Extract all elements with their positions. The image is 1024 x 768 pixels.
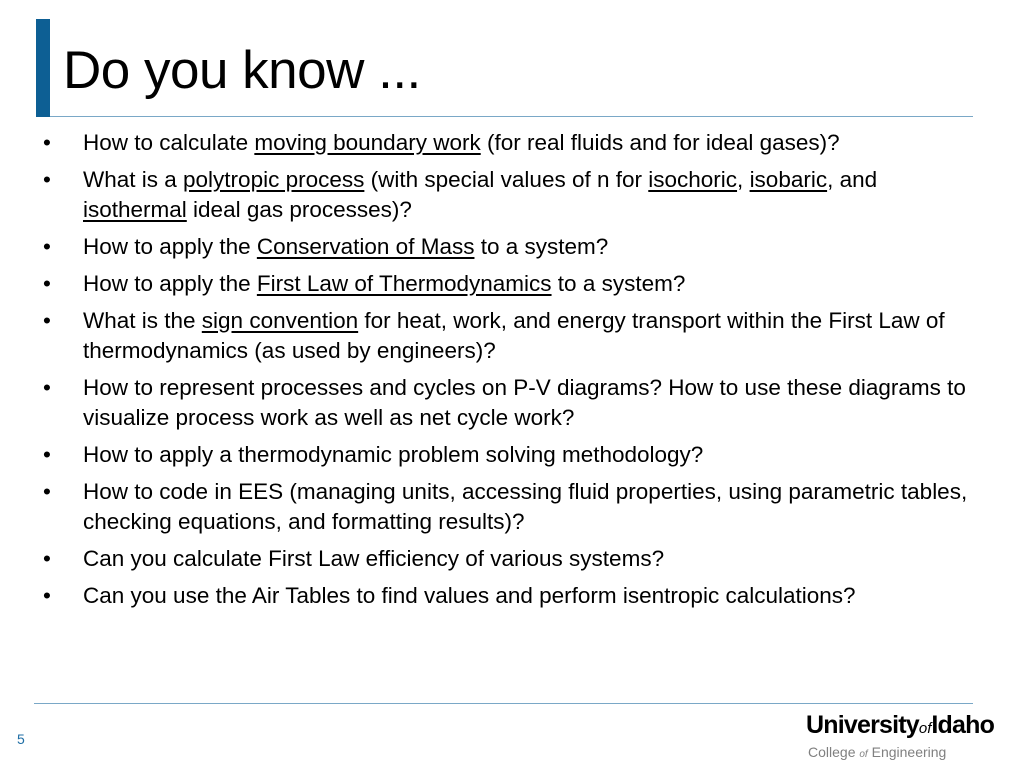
bullet-text: What is the (83, 308, 202, 333)
logo-college-line (806, 743, 1016, 764)
bullet-text: , (737, 167, 750, 192)
bullet-list (43, 128, 978, 618)
bullet-dot: • (43, 442, 51, 467)
bullet-dot: • (43, 546, 51, 571)
title-accent-bar (36, 19, 50, 117)
logo-college: College (808, 744, 856, 760)
bullet-dot: • (43, 375, 51, 400)
bullet-text: , and (827, 167, 878, 192)
bullet-dot: • (43, 583, 51, 608)
bullet-text: (for real fluids and for ideal gases)? (480, 130, 840, 155)
bullet-item (43, 165, 978, 225)
term-link[interactable]: moving boundary work (254, 130, 481, 155)
bullet-item (43, 581, 978, 611)
bullet-item (43, 440, 978, 470)
term-link[interactable]: sign convention (201, 308, 359, 333)
term-link[interactable]: isochoric (648, 167, 738, 192)
bullet-text: to a system? (474, 234, 609, 259)
bullet-text: Can you calculate First Law efficiency of various systems? (83, 546, 665, 571)
bullet-dot: • (43, 234, 51, 259)
logo-university: University (806, 711, 919, 739)
bullet-dot: • (43, 271, 51, 296)
bullet-item (43, 306, 978, 366)
logo-of: of (918, 720, 932, 737)
footer-divider (34, 703, 973, 704)
bullet-text: How to apply the (83, 234, 257, 259)
bullet-dot: • (43, 308, 51, 333)
page-number: 5 (17, 731, 25, 747)
term-link[interactable]: First Law of Thermodynamics (256, 271, 552, 296)
bullet-text: for heat, work, and energy transport within the First Law of thermodynamics (as used by engineers)? (83, 308, 945, 363)
logo-college-of: of (859, 749, 868, 760)
bullet-item (43, 477, 978, 537)
bullet-text: (with special values of n for (364, 167, 649, 192)
bullet-dot: • (43, 167, 51, 192)
bullet-text: How to apply a thermodynamic problem solving methodology? (83, 442, 704, 467)
bullet-text: What is a (83, 167, 184, 192)
bullet-text: How to calculate (83, 130, 255, 155)
term-link[interactable]: polytropic process (183, 167, 365, 192)
bullet-text: Can you use the Air Tables to find values and perform isentropic calculations? (83, 583, 856, 608)
bullet-text: How to apply the (83, 271, 257, 296)
logo-wordmark (806, 711, 1016, 743)
title-divider (50, 116, 973, 117)
logo-idaho: Idaho (931, 711, 995, 739)
bullet-dot: • (43, 479, 51, 504)
logo-engineering: Engineering (871, 744, 947, 760)
bullet-item (43, 232, 978, 262)
term-link[interactable]: isobaric (749, 167, 828, 192)
bullet-text: to a system? (551, 271, 686, 296)
bullet-text: How to represent processes and cycles on P-V diagrams? How to use these diagrams to visualize process work as well as net cycle work? (83, 375, 966, 430)
bullet-item (43, 269, 978, 299)
university-of-idaho-logo (806, 711, 1016, 761)
bullet-dot: • (43, 130, 51, 155)
bullet-item (43, 128, 978, 158)
slide-title: Do you know ... (63, 41, 421, 100)
bullet-item (43, 544, 978, 574)
bullet-text: How to code in EES (managing units, accessing fluid properties, using parametric tables, checking equations, and formatting results)? (83, 479, 968, 534)
term-link[interactable]: Conservation of Mass (256, 234, 475, 259)
bullet-text: ideal gas processes)? (186, 197, 412, 222)
term-link[interactable]: isothermal (83, 197, 187, 222)
bullet-item (43, 373, 978, 433)
